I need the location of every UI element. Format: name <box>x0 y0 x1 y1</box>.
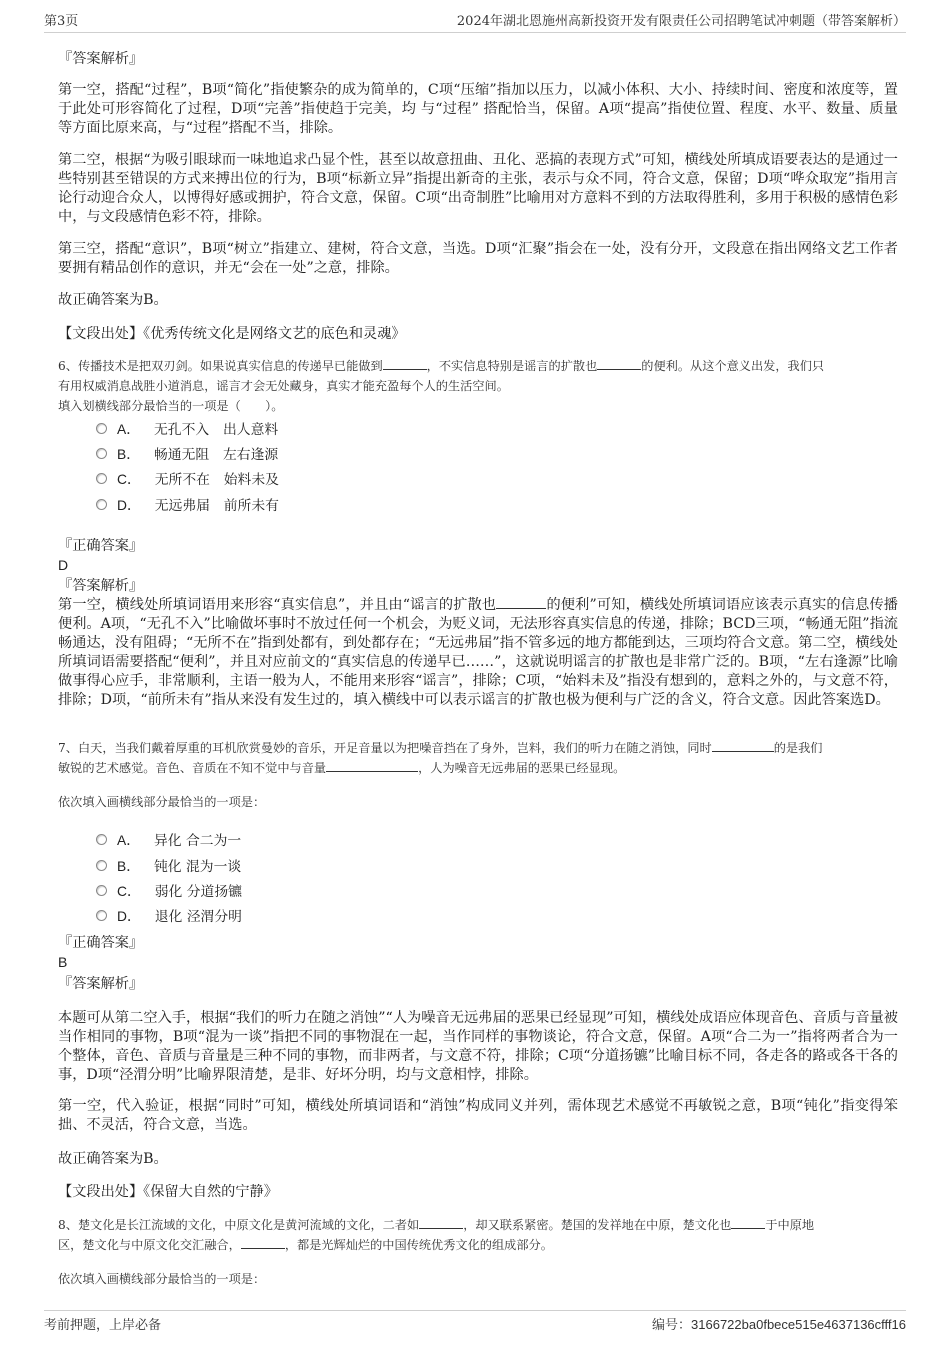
page-header <box>44 10 906 33</box>
radio-icon[interactable] <box>96 860 107 871</box>
page-number: 第3页 <box>44 14 79 29</box>
radio-icon[interactable] <box>96 423 107 434</box>
correct-answer-label: 『正确答案』 <box>58 538 144 554</box>
radio-icon[interactable] <box>96 834 107 845</box>
fill-blank <box>731 1228 765 1229</box>
analysis-paragraph: 第二空，根据“为吸引眼球而一味地追求凸显个性，甚至以故意扭曲、丑化、恶搞的表现方式”可知，横线处所填成语要表达的是通过一些特别甚至错误的方式来搏出位的行为，B项“标新立异”指提出新奇的主张，表示与众不同，符合文意，保留；D项“哗众取宠”指用言论行动迎合众人，以博得好感或拥护，符合文意，保留。C项“出奇制胜”比喻用对方意料不到的方法取得胜利，多用于积极的感情色彩中，与文段感情色彩不符，排除。 <box>58 152 898 225</box>
analysis-paragraph: 本题可从第二空入手，根据“我们的听力在随之消蚀”“人为噪音无远弗届的恶果已经显现”可知，横线处成语应体现音色、音质与音量被当作相同的事物，B项“混为一谈”指把不同的事物混在一起，当作同样的事物谈论，符合文意，保留。A项“合二为一”指将两者合为一个整体，音色、音质与音量是三种不同的事物，而非两者，与文意不符，排除；C项“分道扬镳”比喻目标不同，各走各的路或各干各的事，D项“泾渭分明”比喻界限清楚，是非、好坏分明，均与文意相悖，排除。 <box>58 1010 898 1083</box>
option-c[interactable]: C． 无所不在 始料未及 <box>96 468 279 488</box>
option-b[interactable]: B． 钝化 混为一谈 <box>96 855 241 875</box>
correct-answer-label: 『正确答案』 <box>58 935 144 951</box>
question-stem: 6、传播技术是把双刃剑。如果说真实信息的传递早已能做到 ，不实信息特别是谣言的扩散也 的便利。从这个意义出发，我们只 有用权威消息战胜小道消息，谣言才会无处藏身，真实才能充盈每个人的生活空间。 <box>58 359 825 393</box>
page-footer <box>44 1310 906 1335</box>
conclusion: 故正确答案为B。 <box>58 292 168 308</box>
fill-blank <box>712 751 774 752</box>
fill-blank <box>383 369 427 370</box>
source-citation: 【文段出处】《保留大自然的宁静》 <box>58 1184 278 1200</box>
question-prompt: 依次填入画横线部分最恰当的一项是： <box>58 795 266 809</box>
analysis-paragraph: 第三空，搭配“意识”，B项“树立”指建立、建树，符合文意，当选。D项“汇聚”指会在一处，没有分开，文段意在指出网络文艺工作者要拥有精品创作的意识，并无“会在一处”之意，排除。 <box>58 241 898 276</box>
analysis-paragraph: 第一空，横线处所填词语用来形容“真实信息”，并且由“谣言的扩散也 的便利”可知，横线处所填词语应该表示真实的信息传播便利。A项，“无孔不入”比喻做坏事时不放过任何一个机会，为贬义词，无法形容真实信息的传递，排除；BCD三项，“畅通无阻”指流畅通达，没有阻碍；“无所不在”指到处都有，到处都存在；“无远弗届”指不管多远的地方都能到达，三项均符合文意。第二空，横线处所填词语需要搭配“便利”，并且对应前文的“真实信息的传递早已……”，这就说明谣言的扩散也是非常广泛的。B项，“左右逢源”比喻做事得心应手，非常顺利，主语一般为人，不能用来形容“谣言”，排除；C项，“始料未及”指没有想到的，意料之外的，与文意不符，排除；D项，“前所未有”指从来没有发生过的，填入横线中可以表示谣言的扩散也极为便利与广泛的含义，符合文意。因此答案选D。 <box>58 597 898 708</box>
conclusion: 故正确答案为B。 <box>58 1151 168 1167</box>
radio-icon[interactable] <box>96 910 107 921</box>
footer-slogan: 考前押题，上岸必备 <box>44 1317 162 1333</box>
analysis-paragraph: 第一空，代入验证，根据“同时”可知，横线处所填词语和“消蚀”构成同义并列，需体现艺术感觉不再敏锐之意，B项“钝化”指变得笨拙、不灵活，符合文意，当选。 <box>58 1098 898 1133</box>
option-a[interactable]: A． 无孔不入 出人意料 <box>96 418 278 438</box>
option-d[interactable]: D． 退化 泾渭分明 <box>96 905 242 925</box>
option-a[interactable]: A． 异化 合二为一 <box>96 829 241 849</box>
radio-icon[interactable] <box>96 448 107 459</box>
source-citation: 【文段出处】《优秀传统文化是网络文艺的底色和灵魂》 <box>58 326 406 342</box>
question-prompt: 依次填入画横线部分最恰当的一项是： <box>58 1272 266 1286</box>
document-code: 编号：3166722ba0fbece515e4637136cfff16 <box>652 1316 906 1333</box>
option-d[interactable]: D． 无远弗届 前所未有 <box>96 494 279 514</box>
fill-blank <box>326 771 418 772</box>
option-b[interactable]: B． 畅通无阻 左右逢源 <box>96 443 278 463</box>
question-stem: 8、楚文化是长江流域的文化，中原文化是黄河流域的文化，二者如 ，却又联系紧密。楚国的发祥地在中原，楚文化也 于中原地 区，楚文化与中原文化交汇融合， ，都是光辉灿烂的中国传统优秀文化的组成部分。 <box>58 1218 815 1252</box>
fill-blank <box>419 1228 463 1229</box>
radio-icon[interactable] <box>96 885 107 896</box>
correct-answer: B <box>58 954 68 970</box>
document-title: 2024年湖北恩施州高新投资开发有限责任公司招聘笔试冲刺题（带答案解析） <box>456 14 906 29</box>
analysis-label: 『答案解析』 <box>58 578 144 594</box>
question-prompt: 填入划横线部分最恰当的一项是（ ）。 <box>58 399 284 413</box>
question-stem: 7、白天，当我们戴着厚重的耳机欣赏曼妙的音乐，开足音量以为把噪音挡在了身外，岂料，我们的听力在随之消蚀，同时 的是我们 敏锐的艺术感觉。音色、音质在不知不觉中与音量 ，人为噪音无远弗届的恶果已经显现。 <box>58 741 823 775</box>
fill-blank <box>241 1248 285 1249</box>
fill-blank <box>496 608 546 609</box>
option-c[interactable]: C． 弱化 分道扬镳 <box>96 880 242 900</box>
analysis-paragraph: 第一空，搭配“过程”，B项“简化”指使繁杂的成为简单的，C项“压缩”指加以压力，以减小体积、大小、持续时间、密度和浓度等，置于此处可形容简化了过程，D项“完善”指使趋于完美，均 与“过程” 搭配恰当，保留。A项“提高”指使位置、程度、水平、数量、质量等方面比原来高，与“过程”搭配不当，排除。 <box>58 82 898 136</box>
analysis-label: 『答案解析』 <box>58 976 144 992</box>
radio-icon[interactable] <box>96 473 107 484</box>
analysis-label: 『答案解析』 <box>58 51 144 67</box>
fill-blank <box>597 369 641 370</box>
correct-answer: D <box>58 557 69 573</box>
radio-icon[interactable] <box>96 499 107 510</box>
